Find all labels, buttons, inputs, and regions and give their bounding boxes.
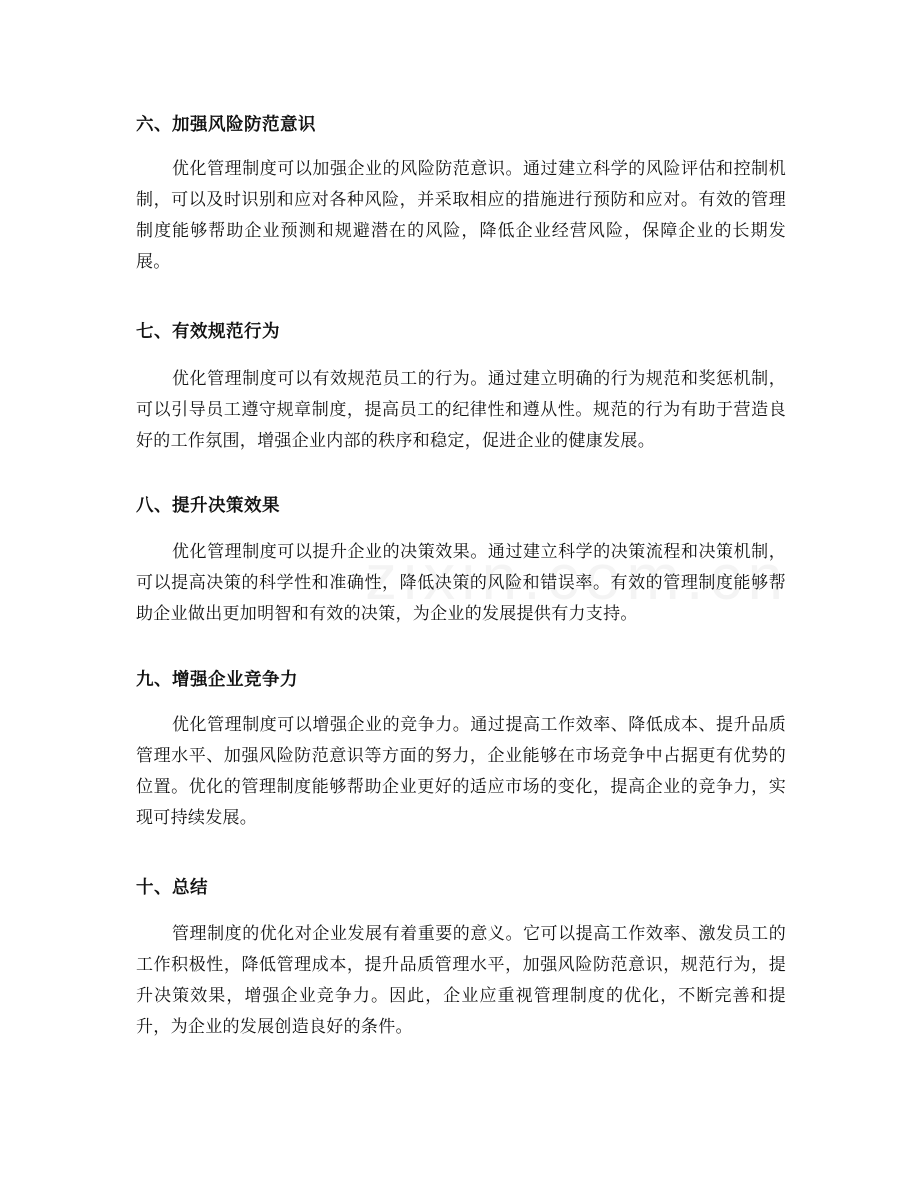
section-paragraph-6: 优化管理制度可以加强企业的风险防范意识。通过建立科学的风险评估和控制机制，可以及时识别和应对各种风险，并采取相应的措施进行预防和应对。有效的管理制度能够帮助企业预测和规避潜在的风险，降低企业经营风险，保障企业的长期发展。 bbox=[136, 159, 786, 272]
section-paragraph-7: 优化管理制度可以有效规范员工的行为。通过建立明确的行为规范和奖惩机制，可以引导员工遵守规章制度，提高员工的纪律性和遵从性。规范的行为有助于营造良好的工作氛围，增强企业内部的秩序和稳定，促进企业的健康发展。 bbox=[136, 369, 786, 451]
section-heading-10: 十、总结 bbox=[136, 878, 208, 898]
section-heading-8: 八、提升决策效果 bbox=[136, 496, 280, 516]
section-heading-6: 六、加强风险防范意识 bbox=[136, 115, 316, 135]
section-paragraph-8: 优化管理制度可以提升企业的决策效果。通过建立科学的决策流程和决策机制，可以提高决策的科学性和准确性，降低决策的风险和错误率。有效的管理制度能够帮助企业做出更加明智和有效的决策，为企业的发展提供有力支持。 bbox=[136, 542, 786, 624]
section-heading-9: 九、增强企业竞争力 bbox=[136, 670, 298, 690]
section-paragraph-10: 管理制度的优化对企业发展有着重要的意义。它可以提高工作效率、激发员工的工作积极性，降低管理成本，提升品质管理水平，加强风险防范意识，规范行为，提升决策效果，增强企业竞争力。因此，企业应重视管理制度的优化，不断完善和提升，为企业的发展创造良好的条件。 bbox=[136, 924, 786, 1037]
section-heading-7: 七、有效规范行为 bbox=[136, 322, 280, 342]
section-paragraph-9: 优化管理制度可以增强企业的竞争力。通过提高工作效率、降低成本、提升品质管理水平、加强风险防范意识等方面的努力，企业能够在市场竞争中占据更有优势的位置。优化的管理制度能够帮助企业更好的适应市场的变化，提高企业的竞争力，实现可持续发展。 bbox=[136, 715, 786, 828]
